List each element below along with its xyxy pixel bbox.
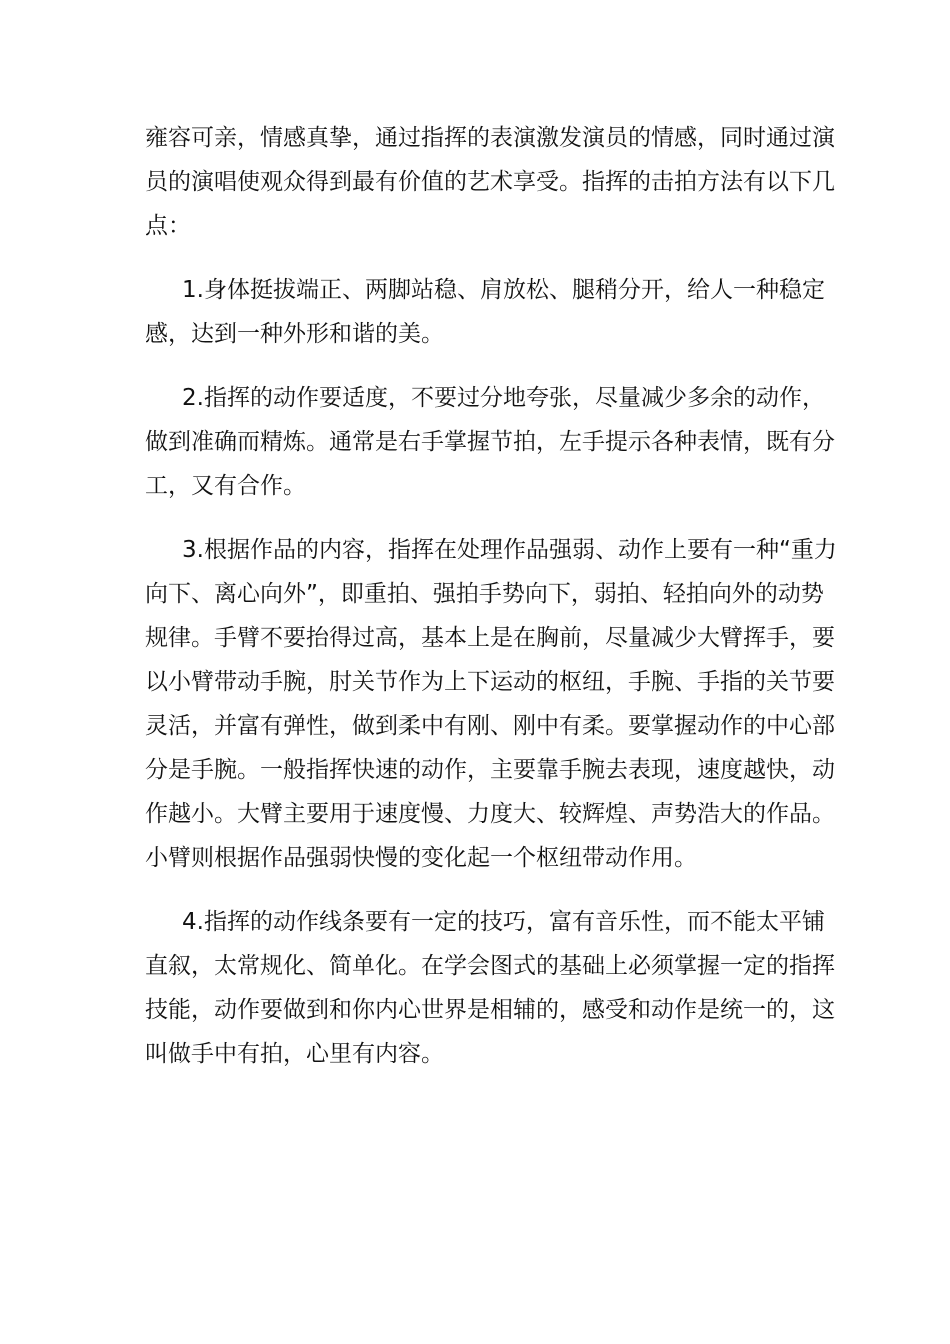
text-line: 向下、离心向外”，即重拍、强拍手势向下，弱拍、轻拍向外的动势 (145, 581, 824, 607)
text-line: 3.根据作品的内容，指挥在处理作品强弱、动作上要有一种“重力 (182, 537, 837, 563)
paragraph-point-3 (145, 528, 837, 880)
paragraph-point-1 (145, 268, 825, 356)
text-line: 分是手腕。一般指挥快速的动作，主要靠手腕去表现，速度越快，动 (145, 757, 835, 783)
text-line: 点： (145, 213, 191, 239)
text-line: 1.身体挺拔端正、两脚站稳、肩放松、腿稍分开，给人一种稳定 (182, 277, 825, 303)
text-line: 员的演唱使观众得到最有价值的艺术享受。指挥的击拍方法有以下几 (145, 169, 835, 195)
text-line: 灵活，并富有弹性，做到柔中有刚、刚中有柔。要掌握动作的中心部 (145, 713, 835, 739)
text-line: 直叙，太常规化、简单化。在学会图式的基础上必须掌握一定的指挥 (145, 953, 835, 979)
text-line: 叫做手中有拍，心里有内容。 (145, 1041, 444, 1067)
text-line: 做到准确而精炼。通常是右手掌握节拍，左手提示各种表情，既有分 (145, 429, 835, 455)
text-line: 作越小。大臂主要用于速度慢、力度大、较辉煌、声势浩大的作品。 (145, 801, 835, 827)
text-line: 感，达到一种外形和谐的美。 (145, 321, 444, 347)
text-line: 2.指挥的动作要适度，不要过分地夸张，尽量减少多余的动作， (182, 385, 825, 411)
text-line: 规律。手臂不要抬得过高，基本上是在胸前，尽量减少大臂挥手，要 (145, 625, 835, 651)
text-line: 4.指挥的动作线条要有一定的技巧，富有音乐性，而不能太平铺 (182, 909, 825, 935)
text-line: 技能，动作要做到和你内心世界是相辅的，感受和动作是统一的，这 (145, 997, 835, 1023)
text-line: 小臂则根据作品强弱快慢的变化起一个枢纽带动作用。 (145, 845, 697, 871)
paragraph-point-4 (145, 900, 835, 1076)
text-line: 以小臂带动手腕，肘关节作为上下运动的枢纽，手腕、手指的关节要 (145, 669, 835, 695)
paragraph-point-2 (145, 376, 835, 508)
text-line: 雍容可亲，情感真挚，通过指挥的表演激发演员的情感，同时通过演 (145, 125, 835, 151)
paragraph-intro (145, 116, 835, 248)
document-page (145, 116, 837, 1096)
text-line: 工，又有合作。 (145, 473, 306, 499)
